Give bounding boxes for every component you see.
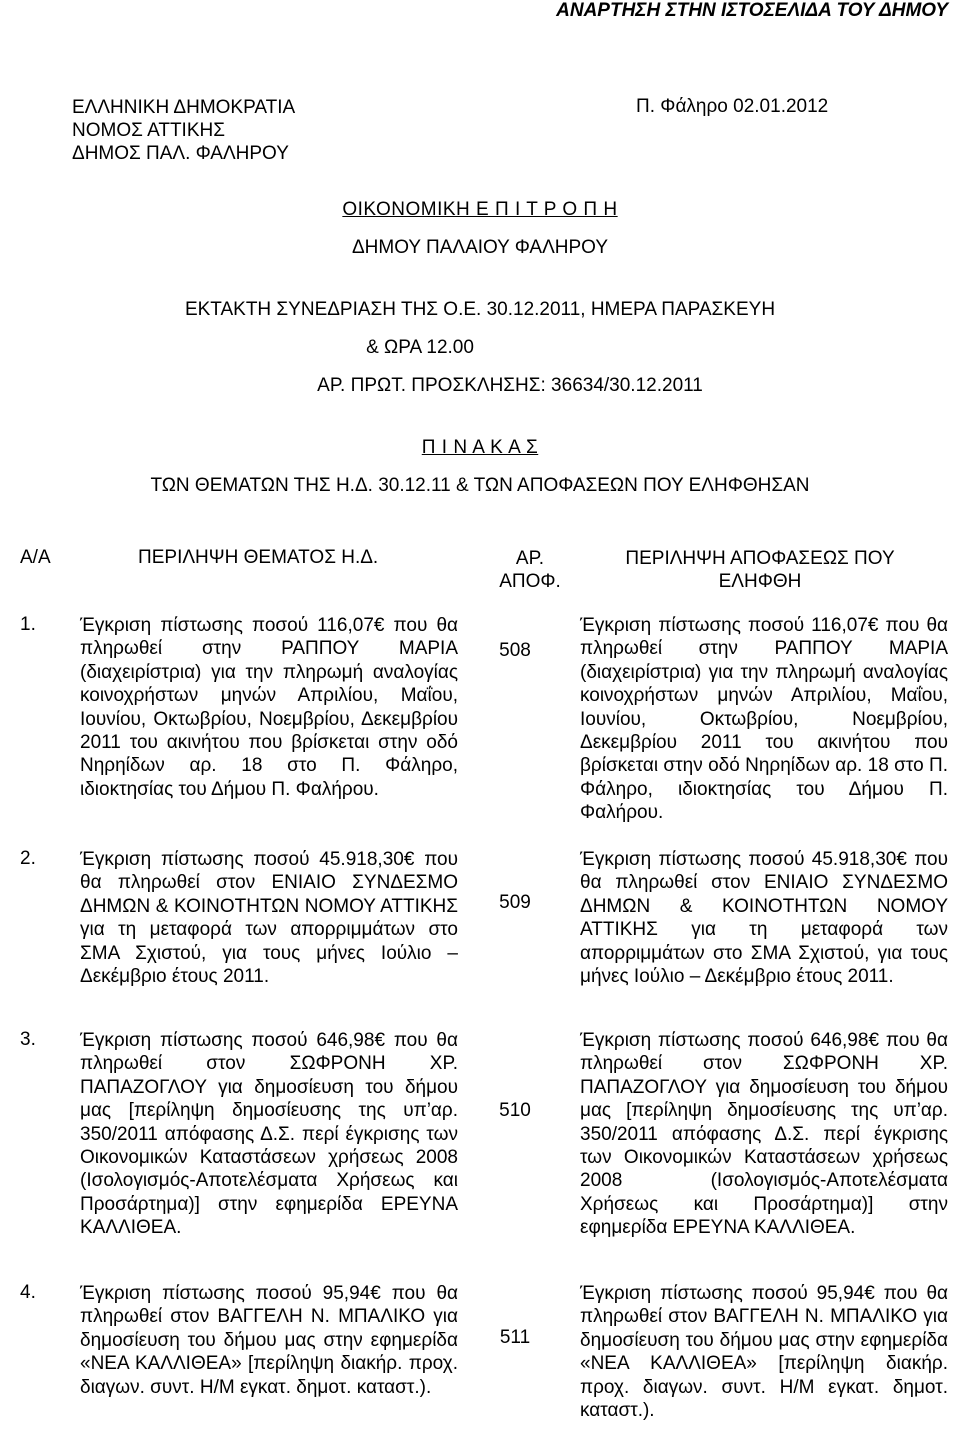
row-decision-number: 510 xyxy=(499,1100,531,1121)
row-decision-number: 509 xyxy=(499,892,531,913)
column-header-aa: Α/Α xyxy=(20,547,51,568)
column-header-decision-summary xyxy=(560,547,960,593)
row-subject: Έγκριση πίστωσης ποσού 45.918,30€ που θα πληρωθεί στον ΕΝΙΑΙΟ ΣΥΝΔΕΣΜΟ ΔΗΜΩΝ & ΚΟΙΝΟΤΗΤΩΝ ΝΟΜΟΥ ΑΤΤΙΚΗΣ για τη μεταφορά των απορριμμάτων στο ΣΜΑ Σχιστού, για τους μήνες Ιούλιο – Δεκέμβριο έτους 2011. xyxy=(80,849,458,988)
row-decision-number: 508 xyxy=(499,640,531,661)
committee-subtitle: ΔΗΜΟΥ ΠΑΛΑΙΟΥ ΦΑΛΗΡΟΥ xyxy=(351,237,609,258)
document-date: Π. Φάληρο 02.01.2012 xyxy=(636,96,829,117)
issuer-country: ΕΛΛΗΝΙΚΗ ΔΗΜΟΚΡΑΤΙΑ xyxy=(72,97,296,118)
row-number: 4. xyxy=(20,1282,36,1303)
committee-title: ΟΙΚΟΝΟΜΙΚΗ Ε Π Ι Τ Ρ Ο Π Η xyxy=(342,199,618,220)
issuer-block xyxy=(72,96,295,165)
index-title: Π Ι Ν Α Κ Α Σ xyxy=(421,437,539,458)
meeting-line-1: ΕΚΤΑΚΤΗ ΣΥΝΕΔΡΙΑΣΗ ΤΗΣ Ο.Ε. 30.12.2011, ΗΜΕΡΑ ΠΑΡΑΣΚΕΥΗ xyxy=(184,299,776,320)
row-decision-number: 511 xyxy=(499,1327,531,1348)
column-header-decision-summary-line-1: ΠΕΡΙΛΗΨΗ ΑΠΟΦΑΣΕΩΣ ΠΟΥ xyxy=(625,548,895,569)
row-subject: Έγκριση πίστωσης ποσού 95,94€ που θα πληρωθεί στον ΒΑΓΓΕΛΗ Ν. ΜΠΑΛΙΚΟ για δημοσίευση του δήμου μας στην εφημερίδα «ΝΕΑ ΚΑΛΛΙΘΕΑ» [περίληψη διακήρ. προχ. διαγων. συντ. Η/Μ εγκατ. δημοτ. καταστ.). xyxy=(80,1283,458,1398)
posting-banner: ΑΝΑΡΤΗΣΗ ΣΤΗΝ ΙΣΤΟΣΕΛΙΔΑ ΤΟΥ ΔΗΜΟΥ xyxy=(556,0,948,21)
row-decision-summary: Έγκριση πίστωσης ποσού 45.918,30€ που θα πληρωθεί στον ΕΝΙΑΙΟ ΣΥΝΔΕΣΜΟ ΔΗΜΩΝ & ΚΟΙΝΟΤΗΤΩΝ ΝΟΜΟΥ ΑΤΤΙΚΗΣ για τη μεταφορά των απορριμμάτων στο ΣΜΑ Σχιστού, για τους μήνες Ιούλιο – Δεκέμβριο έτους 2011. xyxy=(580,849,948,988)
meeting-line-2: & ΩΡΑ 12.00 xyxy=(366,337,474,358)
row-number: 2. xyxy=(20,848,36,869)
row-decision-summary: Έγκριση πίστωσης ποσού 95,94€ που θα πληρωθεί στον ΒΑΓΓΕΛΗ Ν. ΜΠΑΛΙΚΟ για δημοσίευση του δήμου μας στην εφημερίδα «ΝΕΑ ΚΑΛΛΙΘΕΑ» [περίληψη διακήρ. προχ. διαγων. συντ. Η/Μ εγκατ. δημοτ. καταστ.). xyxy=(580,1283,948,1422)
row-number: 3. xyxy=(20,1029,36,1050)
row-decision-summary: Έγκριση πίστωσης ποσού 116,07€ που θα πληρωθεί στην ΡΑΠΠΟΥ ΜΑΡΙΑ (διαχειρίστρια) για την πληρωμή αναλογίας κοινοχρήστων μηνών Απριλίου, Μαΐου, Ιουνίου, Οκτωβρίου, Νοεμβρίου, Δεκεμβρίου 2011 του ακινήτου που βρίσκεται στην οδό Νηρηίδων αρ. 18 στο Π. Φάληρο, ιδιοκτησίας του Δήμου Π. Φαλήρου. xyxy=(580,615,948,824)
column-header-decision-summary-line-2: ΕΛΗΦΘΗ xyxy=(718,571,802,592)
column-header-subject: ΠΕΡΙΛΗΨΗ ΘΕΜΑΤΟΣ Η.Δ. xyxy=(138,547,379,568)
issuer-municipality: ΔΗΜΟΣ ΠΑΛ. ΦΑΛΗΡΟΥ xyxy=(72,143,289,164)
index-subtitle: ΤΩΝ ΘΕΜΑΤΩΝ ΤΗΣ Η.Δ. 30.12.11 & ΤΩΝ ΑΠΟΦΑΣΕΩΝ ΠΟΥ ΕΛΗΦΘΗΣΑΝ xyxy=(150,475,810,496)
row-subject: Έγκριση πίστωσης ποσού 646,98€ που θα πληρωθεί στον ΣΩΦΡΟΝΗ ΧΡ. ΠΑΠΑΖΟΓΛΟΥ για δημοσίευση του δήμου μας [περίληψη δημοσίευσης της υπ’αρ. 350/2011 απόφασης Δ.Σ. περί έγκρισης των Οικονομικών Καταστάσεων χρήσεως 2008 (Ισολογισμός-Αποτελέσματα Χρήσεως και Προσάρτημα)] στην εφημερίδα ΕΡΕΥΝΑ ΚΑΛΛΙΘΕΑ. xyxy=(80,1030,458,1239)
column-header-decision-number-line-2: ΑΠΟΦ. xyxy=(499,571,561,592)
column-header-decision-number-line-1: ΑΡ. xyxy=(515,548,545,569)
issuer-prefecture: ΝΟΜΟΣ ΑΤΤΙΚΗΣ xyxy=(72,120,225,141)
row-decision-summary: Έγκριση πίστωσης ποσού 646,98€ που θα πληρωθεί στον ΣΩΦΡΟΝΗ ΧΡ. ΠΑΠΑΖΟΓΛΟΥ για δημοσίευση του δήμου μας [περίληψη δημοσίευσης της υπ’αρ. 350/2011 απόφασης Δ.Σ. περί έγκρισης των Οικονομικών Καταστάσεων χρήσεως 2008 (Ισολογισμός-Αποτελέσματα Χρήσεως και Προσάρτημα)] στην εφημερίδα ΕΡΕΥΝΑ ΚΑΛΛΙΘΕΑ. xyxy=(580,1030,948,1239)
meeting-line-3: ΑΡ. ΠΡΩΤ. ΠΡΟΣΚΛΗΣΗΣ: 36634/30.12.2011 xyxy=(317,375,703,396)
row-subject: Έγκριση πίστωσης ποσού 116,07€ που θα πληρωθεί στην ΡΑΠΠΟΥ ΜΑΡΙΑ (διαχειρίστρια) για την πληρωμή αναλογίας κοινοχρήστων μηνών Απριλίου, Μαΐου, Ιουνίου, Οκτωβρίου, Νοεμβρίου, Δεκεμβρίου 2011 του ακινήτου που βρίσκεται στην οδό Νηρηίδων αρ. 18 στο Π. Φάληρο, ιδιοκτησίας του Δήμου Π. Φαλήρου. xyxy=(80,615,458,800)
row-number: 1. xyxy=(20,614,36,635)
